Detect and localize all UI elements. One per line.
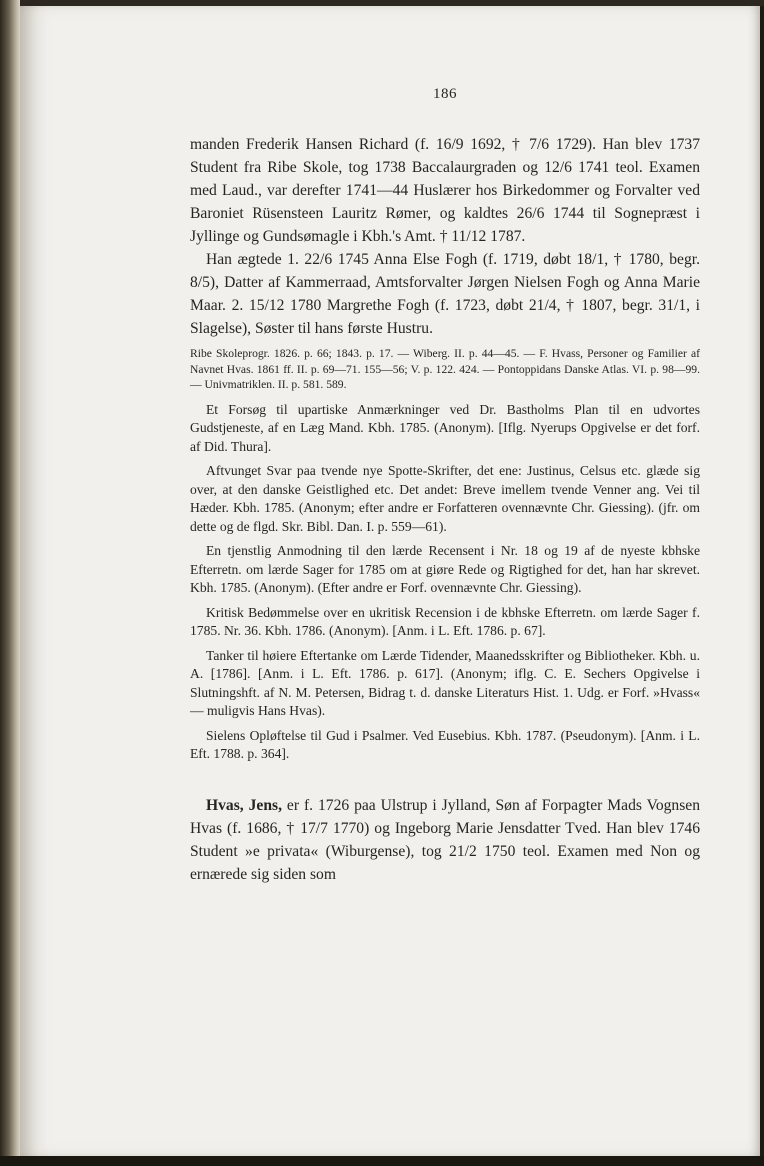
entry-heading: Hvas, Jens, — [206, 796, 282, 814]
sources-note: Ribe Skoleprogr. 1826. p. 66; 1843. p. 17. — Wiberg. II. p. 44—45. — F. Hvass, Personer og Familier af Navnet Hvas. 1861 ff. II. p. 69—71. 155—56; V. p. 122. 424. — Pontoppidans Danske Atlas. VI. p. 98—99. — Univmatriklen. II. p. 581. 589. — [190, 347, 700, 392]
entry-text: er f. 1726 paa Ulstrup i Jylland, Søn af Forpagter Mads Vognsen Hvas (f. 1686, † 17/7 1770) og Ingeborg Marie Jensdatter Tved. Han blev 1746 Student »e privata« (Wiburgense), tog 21/2 1750 teol. Examen med Non og ernærede sig siden som — [190, 796, 701, 883]
book-spine — [0, 0, 20, 1166]
work-entry-4: Kritisk Bedømmelse over en ukritisk Recension i de kbhske Efterretn. om lærde Sager f. 1785. Nr. 36. Kbh. 1786. (Anonym). [Anm. i L. Eft. 1786. p. 67]. — [190, 604, 700, 639]
paragraph-new-entry — [190, 794, 700, 886]
work-entry-6: Sielens Opløftelse til Gud i Psalmer. Ved Eusebius. Kbh. 1787. (Pseudonym). [Anm. i L. Eft. 1788. p. 364]. — [190, 727, 700, 762]
paragraph-marriage: Han ægtede 1. 22/6 1745 Anna Else Fogh (f. 1719, døbt 18/1, † 1780, begr. 8/5), Datter af Kammerraad, Amtsforvalter Jørgen Nielsen Fogh og Anna Marie Maar. 2. 15/12 1780 Margrethe Fogh (f. 1723, døbt 21/4, † 1807, begr. 31/1, i Slagelse), Søster til hans første Hustru. — [190, 251, 700, 337]
work-entry-1: Et Forsøg til upartiske Anmærkninger ved Dr. Bastholms Plan til en udvortes Gudstjeneste, af en Læg Mand. Kbh. 1785. (Anonym). [Iflg. Nyerups Opgivelse er det forf. af Did. Thura]. — [190, 401, 700, 454]
page-number: 186 — [433, 86, 457, 102]
work-entry-2: Aftvunget Svar paa tvende nye Spotte-Skrifter, det ene: Justinus, Celsus etc. glæde sig over, at den danske Geistlighed etc. Det andet: Breve imellem tvende Venner ang. Vei til Hæder. Kbh. 1785. (Anonym; efter andre er Forfatteren ovennævnte Chr. Giessing). (jfr. om dette og de flgd. Skr. Bibl. Dan. I. p. 559—61). — [190, 463, 700, 534]
bottom-edge — [0, 1156, 764, 1166]
paragraph-biography: manden Frederik Hansen Richard (f. 16/9 1692, † 7/6 1729). Han blev 1737 Student fra Ribe Skole, tog 1738 Baccalaurgraden og 12/6 1741 teol. Examen med Laud., var derefter 1741—44 Huslærer hos Birkedommer og Forvalter ved Baroniet Rüsensteen Lauritz Rømer, og kaldtes 26/6 1744 til Sognepræst i Jyllinge og Gundsømagle i Kbh.'s Amt. † 11/12 1787. — [190, 136, 700, 245]
work-entry-3: En tjenstlig Anmodning til den lærde Recensent i Nr. 18 og 19 af de nyeste kbhske Efterretn. om lærde Sager for 1785 om at giøre Rede og Rigtighed for det, han har skrevet. Kbh. 1785. (Anonym). (Efter andre er Forf. ovennævnte Chr. Giessing). — [190, 543, 700, 596]
page-text — [190, 86, 700, 886]
work-entry-5: Tanker til høiere Eftertanke om Lærde Tidender, Maanedsskrifter og Bibliotheker. Kbh. u. A. [1786]. [Anm. i L. Eft. 1786. p. 617]. (Anonym; iflg. C. E. Sechers Opgivelse i Slutningshft. af N. M. Petersen, Bidrag t. d. danske Literaturs Hist. 1. Udg. er Forf. »Hvass« — muligvis Hans Hvas). — [190, 647, 700, 719]
